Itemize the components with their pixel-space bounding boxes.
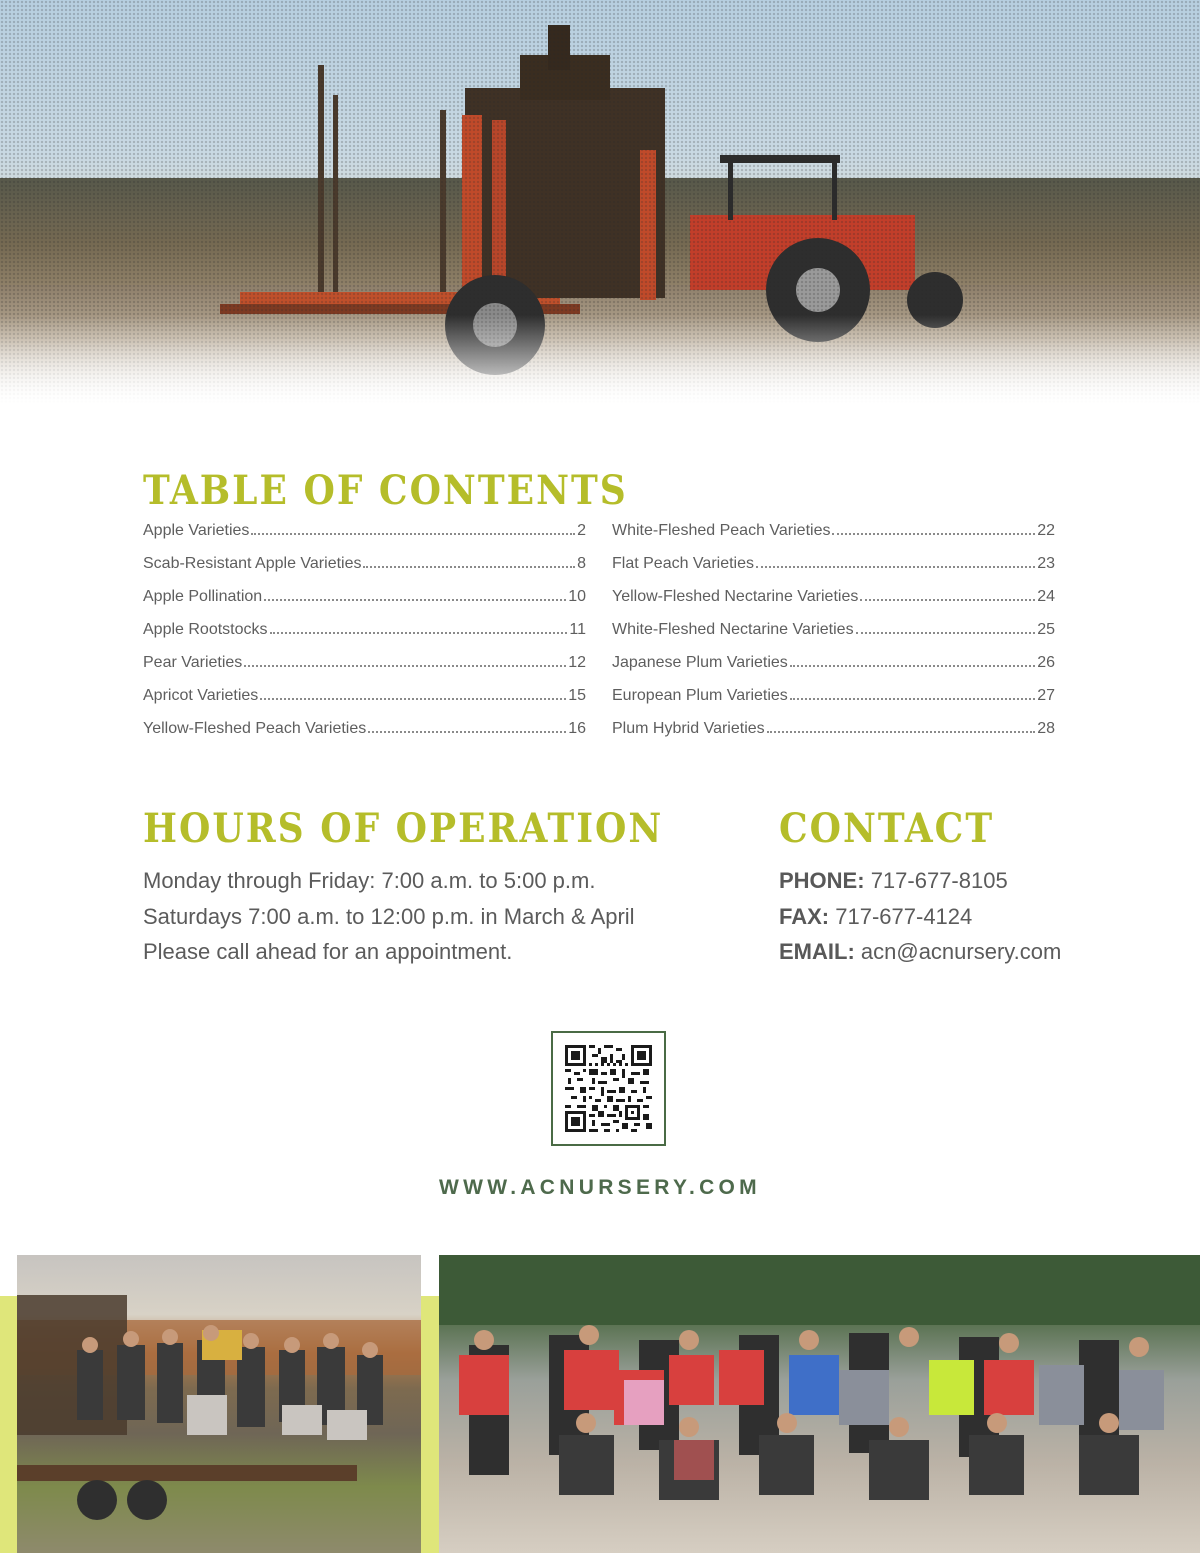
toc-entry-page: 27 [1037, 687, 1055, 704]
toc-entry-page: 26 [1037, 654, 1055, 671]
toc-entry-page: 11 [569, 621, 586, 638]
toc-entry-page: 23 [1037, 555, 1055, 572]
photo-crew-on-trailer [17, 1255, 421, 1553]
email-link[interactable]: acn@acnursery.com [860, 939, 1062, 964]
toc-leader [363, 566, 575, 568]
toc-entry[interactable] [612, 588, 1055, 621]
toc-entry[interactable] [612, 621, 1055, 654]
toc-entry-label: Scab-Resistant Apple Varieties [143, 555, 362, 572]
toc-leader [251, 533, 575, 535]
toc-entry-label: Apple Rootstocks [143, 621, 268, 638]
contact-email-row [779, 934, 1061, 970]
toc-entry-label: White-Fleshed Nectarine Varieties [612, 621, 854, 638]
toc-heading: TABLE OF CONTENTS [143, 467, 628, 515]
toc-entry-label: European Plum Varieties [612, 687, 788, 704]
toc-entry[interactable] [143, 555, 586, 588]
toc-leader [264, 599, 566, 601]
toc-entry[interactable] [143, 654, 586, 687]
website-url[interactable]: WWW.ACNURSERY.COM [439, 1176, 761, 1199]
toc-entry-page: 24 [1037, 588, 1055, 605]
toc-leader [756, 566, 1035, 568]
toc-entry-page: 16 [568, 720, 586, 737]
toc-leader [368, 731, 566, 733]
toc-entry-page: 12 [568, 654, 586, 671]
phone-number[interactable]: 717-677-8105 [870, 868, 1008, 893]
toc-entry-label: Yellow-Fleshed Peach Varieties [143, 720, 367, 737]
toc-entry-page: 25 [1037, 621, 1055, 638]
crew-trailer-illustration [17, 1255, 421, 1553]
toc-entry-page: 8 [577, 555, 586, 572]
hours-block [143, 863, 635, 970]
contact-block [779, 863, 1061, 970]
toc-entry[interactable] [143, 621, 586, 654]
fax-label: FAX: [779, 903, 830, 929]
toc-entry-label: Apple Pollination [143, 588, 263, 605]
toc-entry[interactable] [612, 555, 1055, 588]
toc-entry-label: Apple Varieties [143, 522, 250, 539]
toc-entry-page: 22 [1037, 522, 1055, 539]
toc-entry-label: Flat Peach Varieties [612, 555, 754, 572]
toc-entry-page: 2 [577, 522, 586, 539]
hero-photo-tractor [0, 0, 1200, 405]
toc-leader [270, 632, 568, 634]
qr-code-icon[interactable] [551, 1031, 666, 1146]
toc-entry-page: 15 [568, 687, 586, 704]
toc-entry-page: 28 [1037, 720, 1055, 737]
toc-leader [244, 665, 566, 667]
toc-entry-page: 10 [568, 588, 586, 605]
contact-phone-row [779, 863, 1061, 899]
toc-leader [832, 533, 1035, 535]
toc-entry[interactable] [143, 687, 586, 720]
accent-bar-left [0, 1296, 18, 1553]
hours-note: Please call ahead for an appointment. [143, 939, 513, 964]
toc-entry-label: Plum Hybrid Varieties [612, 720, 765, 737]
hours-saturday: Saturdays 7:00 a.m. to 12:00 p.m. in March & April [143, 903, 635, 929]
qr-code-graphic [565, 1045, 652, 1132]
toc-entry-label: Pear Varieties [143, 654, 243, 671]
fax-number: 717-677-4124 [835, 903, 973, 929]
toc-entry[interactable] [143, 720, 586, 753]
toc-right-column [612, 522, 1055, 753]
accent-bar-middle [420, 1296, 440, 1553]
hours-weekday: Monday through Friday: 7:00 a.m. to 5:00 p.m. [143, 868, 596, 893]
toc-entry-label: Japanese Plum Varieties [612, 654, 788, 671]
photo-crew-group [439, 1255, 1200, 1553]
toc-entry[interactable] [612, 687, 1055, 720]
toc-entry-label: Yellow-Fleshed Nectarine Varieties [612, 588, 859, 605]
phone-label: PHONE: [779, 868, 865, 893]
toc-leader [856, 632, 1036, 634]
toc-leader [260, 698, 566, 700]
toc-leader [860, 599, 1035, 601]
toc-entry[interactable] [612, 654, 1055, 687]
toc-leader [790, 665, 1035, 667]
toc-entry-label: White-Fleshed Peach Varieties [612, 522, 831, 539]
toc-entry[interactable] [143, 588, 586, 621]
contact-fax-row [779, 899, 1061, 935]
crew-group-illustration [439, 1255, 1200, 1553]
toc-entry[interactable] [612, 522, 1055, 555]
toc-entry[interactable] [143, 522, 586, 555]
toc-leader [767, 731, 1036, 733]
toc-entry[interactable] [612, 720, 1055, 753]
toc-left-column [143, 522, 586, 753]
toc-entry-label: Apricot Varieties [143, 687, 259, 704]
toc-leader [790, 698, 1035, 700]
email-label: EMAIL: [779, 939, 855, 964]
hours-heading: HOURS OF OPERATION [143, 805, 664, 853]
contact-heading: CONTACT [779, 805, 995, 853]
